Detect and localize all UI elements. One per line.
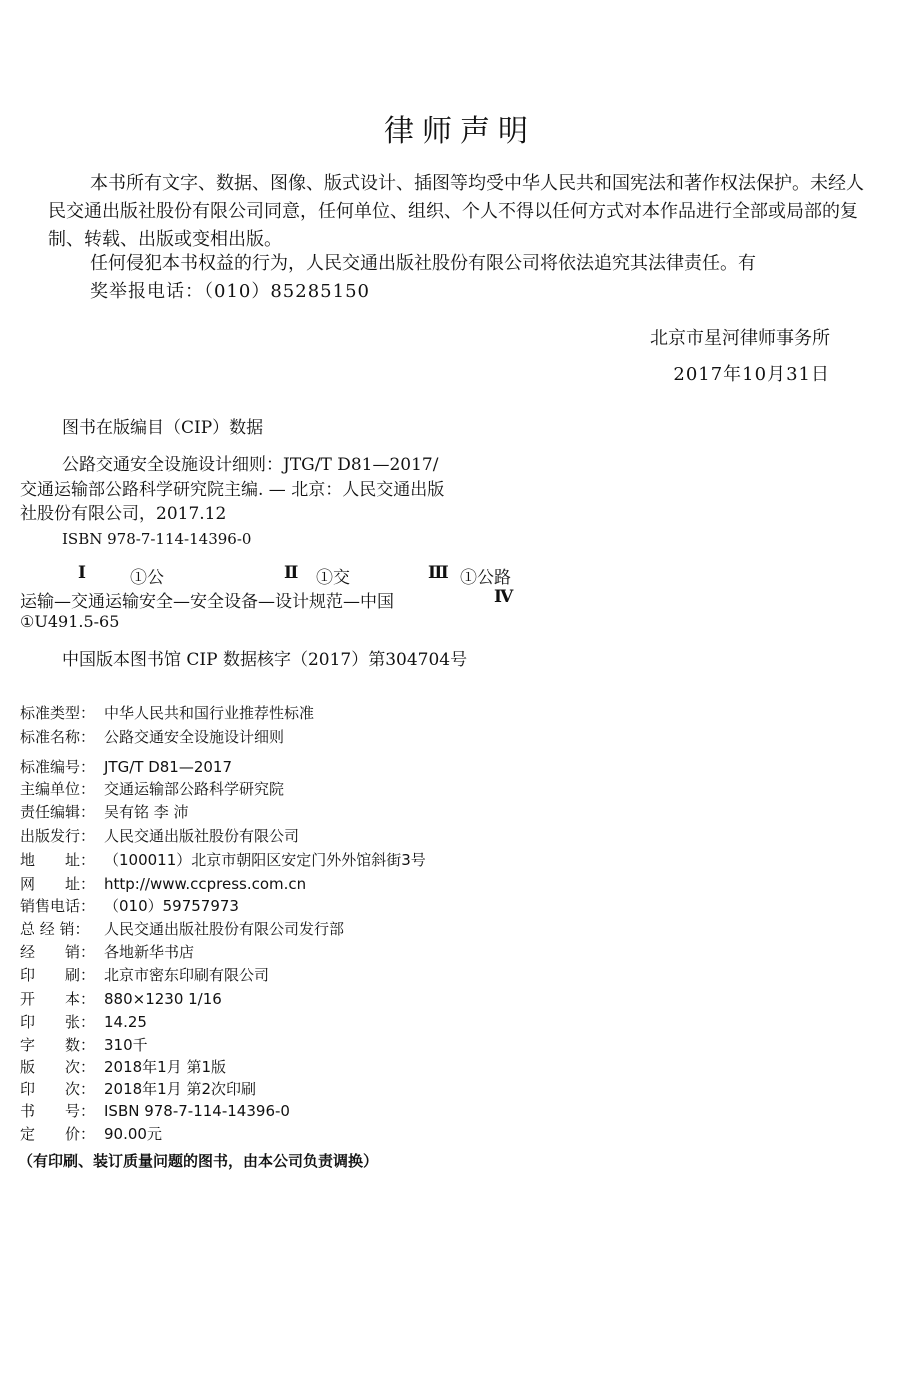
statement-paragraph-2-line-2: 奖举报电话：（010）85285150 — [90, 281, 370, 302]
class-i-text: ①公 — [130, 568, 164, 588]
spec-value: 北京市密东印刷有限公司 — [104, 966, 270, 984]
class-ii-numeral: Ⅱ — [284, 563, 299, 583]
spec-label: 地 址： — [20, 851, 96, 869]
spec-value: 310千 — [104, 1036, 148, 1054]
spec-label: 总 经 销： — [20, 920, 90, 938]
class-iii-text: ①公路 — [460, 568, 511, 588]
spec-row — [20, 918, 344, 939]
spec-row — [20, 778, 284, 799]
spec-label: 标准名称： — [20, 728, 96, 746]
spec-label: 定 价： — [20, 1125, 96, 1143]
class-ii-text: ①交 — [316, 568, 350, 588]
spec-value: 交通运输部公路科学研究院 — [104, 780, 285, 798]
spec-label: 印 次： — [20, 1080, 96, 1098]
class-iv-numeral: Ⅳ — [494, 587, 514, 607]
spec-row — [20, 873, 306, 894]
spec-row — [20, 702, 314, 723]
spec-value: 2018年1月 第2次印刷 — [104, 1080, 257, 1098]
spec-value: 14.25 — [104, 1013, 147, 1031]
cip-class-code: ①U491.5-65 — [20, 612, 120, 631]
spec-value: ISBN 978-7-114-14396-0 — [104, 1102, 290, 1120]
spec-label: 版 次： — [20, 1058, 96, 1076]
spec-value: JTG/T D81—2017 — [104, 758, 233, 776]
class-iii-numeral: Ⅲ — [428, 563, 449, 583]
spec-value: （100011）北京市朝阳区安定门外外馆斜街3号 — [104, 851, 426, 869]
spec-row — [20, 1078, 256, 1099]
spec-value: 公路交通安全设施设计细则 — [104, 728, 285, 746]
spec-value: （010）59757973 — [104, 897, 239, 915]
spec-row — [20, 1034, 148, 1055]
spec-row — [20, 895, 239, 916]
spec-row — [20, 1100, 290, 1121]
footer-note: （有印刷、装订质量问题的图书，由本公司负责调换） — [18, 1152, 379, 1170]
cip-heading: 图书在版编目（CIP）数据 — [62, 418, 264, 438]
spec-label: 网 址： — [20, 875, 96, 893]
spec-label: 标准类型： — [20, 704, 96, 722]
spec-label: 印 刷： — [20, 966, 96, 984]
spec-label: 开 本： — [20, 990, 96, 1008]
spec-value: 人民交通出版社股份有限公司 — [104, 827, 300, 845]
statement-paragraph-1: 本书所有文字、数据、图像、版式设计、插图等均受中华人民共和国宪法和著作权法保护。未经人民交通出版社股份有限公司同意，任何单位、组织、个人不得以任何方式对本作品进行全部或局部的复制、转载、出版或变相出版。 — [48, 173, 864, 250]
spec-row — [20, 964, 269, 985]
spec-label: 字 数： — [20, 1036, 96, 1054]
cip-line-3: 社股份有限公司，2017.12 — [20, 504, 227, 524]
spec-value: 2018年1月 第1版 — [104, 1058, 227, 1076]
cip-isbn: ISBN 978-7-114-14396-0 — [62, 530, 252, 548]
cip-classification-line: 运输—交通运输安全—安全设备—设计规范—中国 — [20, 592, 394, 612]
page-title: 律师声明 — [384, 114, 536, 149]
spec-value: 90.00元 — [104, 1125, 162, 1143]
statement-date: 2017年10月31日 — [673, 364, 830, 385]
spec-value: http://www.ccpress.com.cn — [104, 875, 307, 893]
spec-label: 主编单位： — [20, 780, 96, 798]
spec-row — [20, 1056, 226, 1077]
spec-row — [20, 825, 299, 846]
spec-value: 各地新华书店 — [104, 943, 195, 961]
spec-row — [20, 726, 284, 747]
spec-value: 中华人民共和国行业推荐性标准 — [104, 704, 315, 722]
spec-value: 880×1230 1/16 — [104, 990, 222, 1008]
class-i-numeral: Ⅰ — [78, 563, 86, 583]
spec-row — [20, 801, 189, 822]
spec-label: 标准编号： — [20, 758, 96, 776]
spec-label: 印 张： — [20, 1013, 96, 1031]
spec-row — [20, 1123, 162, 1144]
spec-value: 吴有铭 李 沛 — [104, 803, 189, 821]
spec-label: 责任编辑： — [20, 803, 96, 821]
spec-row — [20, 1011, 147, 1032]
cip-record-number: 中国版本图书馆 CIP 数据核字（2017）第304704号 — [62, 650, 468, 670]
spec-row — [20, 988, 222, 1009]
spec-label: 书 号： — [20, 1102, 96, 1120]
spec-label: 出版发行： — [20, 827, 96, 845]
spec-row — [20, 756, 232, 777]
cip-line-1: 公路交通安全设施设计细则：JTG/T D81—2017/ — [62, 455, 439, 475]
spec-value: 人民交通出版社股份有限公司发行部 — [104, 920, 345, 938]
spec-row — [20, 849, 426, 870]
law-firm-signature: 北京市星河律师事务所 — [650, 328, 830, 349]
cip-line-2: 交通运输部公路科学研究院主编. — 北京：人民交通出版 — [20, 480, 445, 500]
spec-label: 销售电话： — [20, 897, 96, 915]
spec-label: 经 销： — [20, 943, 96, 961]
statement-paragraph-2-line-1: 任何侵犯本书权益的行为，人民交通出版社股份有限公司将依法追究其法律责任。有 — [90, 253, 756, 274]
spec-row — [20, 941, 194, 962]
